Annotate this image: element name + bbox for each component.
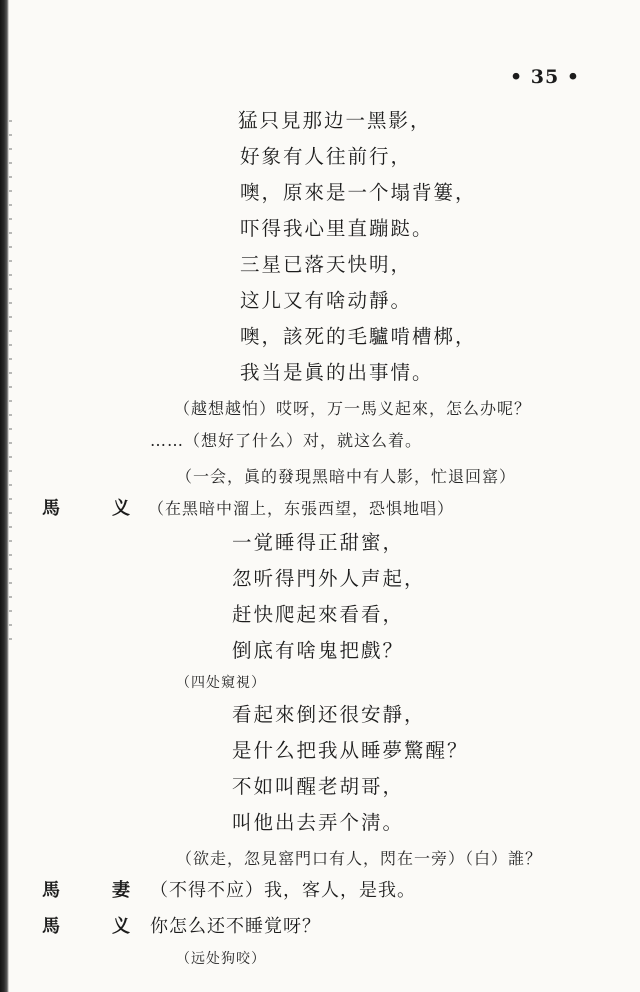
verse-line: 不如叫醒老胡哥，	[232, 775, 405, 798]
speaker-given-name: 妻	[112, 880, 130, 901]
stage-direction: （越想越怕）哎呀，万一馬义起來，怎么办呢？	[174, 399, 532, 418]
verse-line: 是什么把我从睡夢驚醒？	[232, 739, 469, 762]
speaker-given-name: 义	[112, 916, 130, 937]
verse-line: 这儿又有啥动靜。	[240, 289, 413, 312]
verse-line: 赶快爬起來看看，	[232, 603, 405, 626]
verse-line: 噢，該死的毛驢啃槽梆，	[240, 325, 477, 348]
dialogue-line: （不得不应）我，客人，是我。	[150, 880, 416, 901]
stage-direction: （四处窺視）	[176, 675, 266, 691]
speaker-surname: 馬	[42, 498, 60, 519]
verse-line: 我当是眞的出事情。	[240, 361, 434, 384]
stage-direction: （欲走，忽見窰門口有人，閃在一旁）（白）誰？	[176, 849, 543, 868]
speaker-given-name: 义	[112, 498, 130, 519]
page-number: • 35 •	[510, 66, 580, 88]
verse-line: 好象有人往前行，	[240, 145, 413, 168]
verse-line: 叫他出去弄个淸。	[232, 811, 405, 834]
verse-line: 吓得我心里直蹦跶。	[240, 217, 434, 240]
verse-line: 噢，原來是一个塌背簍，	[240, 181, 477, 204]
verse-line: 看起來倒还很安靜，	[232, 703, 426, 726]
binding-shadow	[9, 120, 12, 640]
speaker-surname: 馬	[42, 916, 60, 937]
stage-direction: （远处狗咬）	[176, 951, 266, 967]
verse-line: 忽听得門外人声起，	[232, 567, 426, 590]
verse-line: 三星已落天快明，	[240, 253, 413, 276]
stage-direction: （在黑暗中溜上，东張西望，恐惧地唱）	[148, 499, 455, 518]
verse-line: 猛只見那边一黑影，	[238, 109, 432, 132]
stage-direction: ……（想好了什么）对，就这么着。	[150, 431, 423, 450]
book-spine-edge	[0, 0, 9, 992]
verse-line: 倒底有啥鬼把戲？	[232, 639, 405, 662]
dialogue-line: 你怎么还不睡覚呀？	[150, 916, 321, 937]
verse-line: 一覚睡得正甜蜜，	[232, 531, 405, 554]
speaker-surname: 馬	[42, 880, 60, 901]
stage-direction: （一会，眞的發現黑暗中有人影，忙退回窰）	[176, 467, 517, 486]
